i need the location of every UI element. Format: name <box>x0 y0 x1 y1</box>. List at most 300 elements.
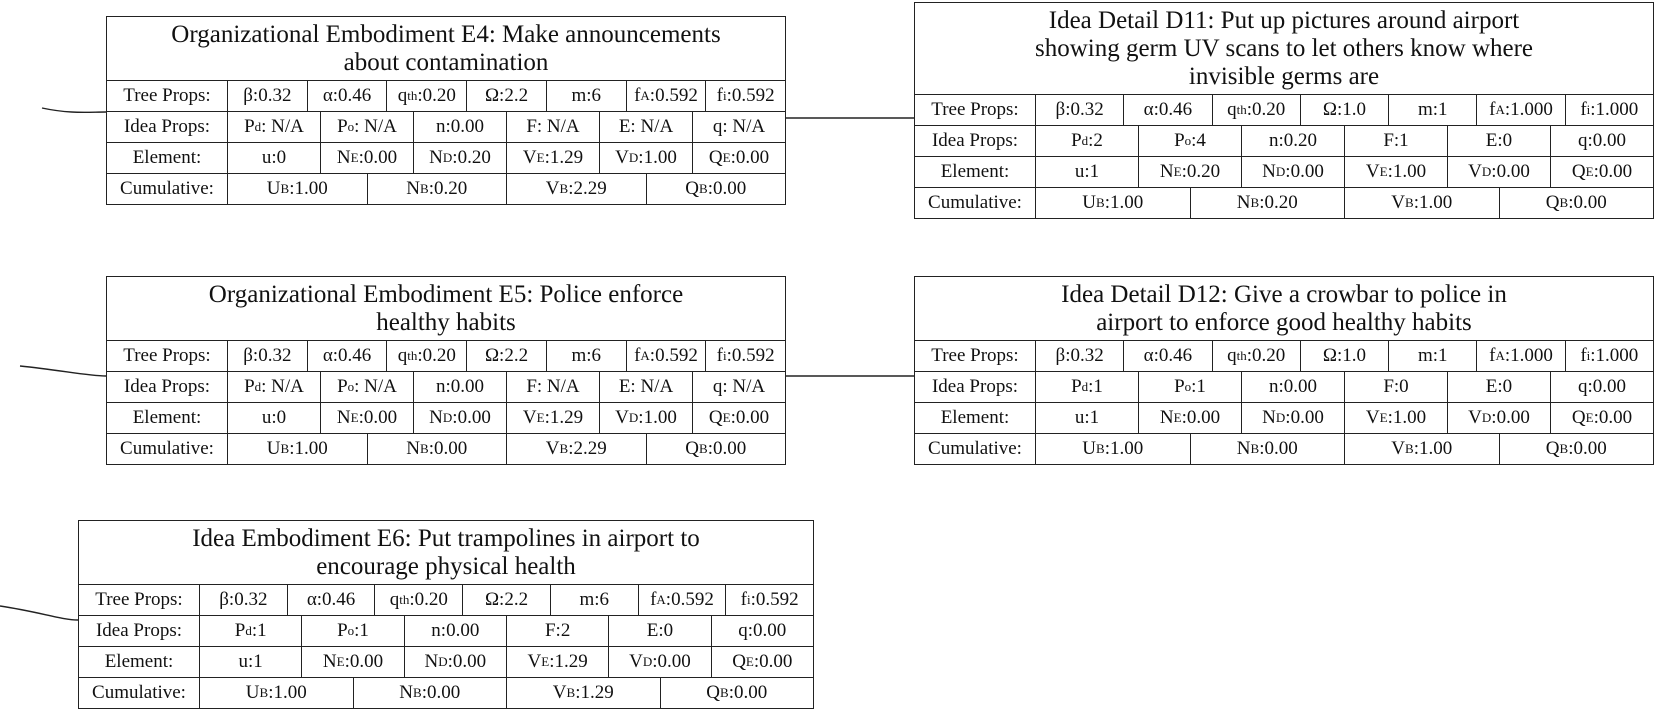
value: :2.29 <box>568 178 607 199</box>
value: :4 <box>1191 130 1206 151</box>
value: :0.00 <box>1593 407 1633 428</box>
symbol: U <box>245 682 260 703</box>
value-cell: Ω:1.0 <box>1300 341 1388 371</box>
value-cell: f i :0.592 <box>705 341 785 371</box>
value: :1.00 <box>1104 192 1144 213</box>
value: :2.29 <box>568 438 607 459</box>
row-label: Idea Props: <box>123 376 210 397</box>
value-cell: Q E :0.00 <box>1550 157 1653 187</box>
symbol: Q <box>1545 438 1560 459</box>
symbol: U <box>1082 438 1097 459</box>
value: :0.00 <box>1259 438 1298 459</box>
symbol: N <box>406 178 421 199</box>
value: : N/A <box>261 116 304 137</box>
value-cell: Q E :0.00 <box>692 403 785 433</box>
value: :0.00 <box>728 682 768 703</box>
value: :1.00 <box>1387 161 1427 182</box>
symbol: V <box>522 147 537 168</box>
value-cell: q th :0.20 <box>1212 95 1300 125</box>
value-cell: P d : N/A <box>227 112 320 142</box>
value: :0.20 <box>1246 345 1286 366</box>
symbol: U <box>266 178 281 199</box>
row-label: Idea Props: <box>95 620 182 641</box>
value: :1.00 <box>1104 438 1144 459</box>
element-row <box>915 402 1653 433</box>
value-cell: Q B :0.00 <box>1499 188 1654 218</box>
value-cell: P d :2 <box>1035 126 1138 156</box>
symbol: P <box>1071 376 1082 397</box>
symbol: V <box>545 438 560 459</box>
value: :1.00 <box>1413 192 1453 213</box>
value: : N/A <box>354 376 397 397</box>
title-line: Idea Detail D12: Give a crowbar to police in <box>1061 281 1507 308</box>
value-cell: f A :1.000 <box>1476 95 1564 125</box>
value-cell: q:0.00 <box>1550 372 1653 402</box>
value-cell: V D :1.00 <box>599 143 692 173</box>
idea-props-row <box>107 371 785 402</box>
value-cell: β:0.32 <box>1035 341 1123 371</box>
symbol: P <box>234 620 246 641</box>
title-line: encourage physical health <box>316 553 576 580</box>
value-cell: N E :0.00 <box>1138 403 1241 433</box>
value-cell: V B :1.00 <box>1344 188 1499 218</box>
element-row <box>107 142 785 173</box>
row-label: Cumulative: <box>120 178 214 199</box>
value-cell: n:0.00 <box>1241 372 1344 402</box>
value: :0.00 <box>358 147 398 168</box>
value-cell: q th :0.20 <box>1212 341 1300 371</box>
cumulative-row <box>79 677 813 708</box>
value-cell: V E :1.29 <box>506 647 608 677</box>
element-row <box>107 402 785 433</box>
symbol: P <box>244 116 255 137</box>
value: :0.00 <box>358 407 398 428</box>
tree-props-row <box>915 340 1653 371</box>
value: :0.00 <box>707 438 747 459</box>
value: :1 <box>1191 376 1206 397</box>
symbol: f <box>650 589 657 610</box>
title-line: healthy habits <box>376 309 516 336</box>
value-cell: V E :1.00 <box>1344 403 1447 433</box>
value-cell: Ω:2.2 <box>466 341 546 371</box>
value: :1.00 <box>1387 407 1427 428</box>
value-cell: n:0.00 <box>413 372 506 402</box>
value-cell: q: N/A <box>692 112 785 142</box>
node-e6 <box>78 520 814 709</box>
value: :0.00 <box>1568 192 1607 213</box>
value: :1.00 <box>289 438 328 459</box>
value: :0.00 <box>730 147 770 168</box>
row-label: Element: <box>940 407 1010 428</box>
cumulative-row <box>915 433 1653 464</box>
symbol: N <box>406 438 421 459</box>
value-cell: E:0 <box>1447 126 1550 156</box>
symbol: N <box>322 651 337 672</box>
value-cell: V D :0.00 <box>608 647 710 677</box>
symbol: Q <box>685 438 700 459</box>
value-cell: V B :2.29 <box>506 174 646 204</box>
value: :0.20 <box>452 147 491 168</box>
value-cell: α:0.46 <box>1123 95 1211 125</box>
value-cell: m:1 <box>1388 341 1476 371</box>
value-cell: q:0.00 <box>1550 126 1653 156</box>
value-cell: E:0 <box>608 616 710 646</box>
symbol: f <box>634 345 641 366</box>
value-cell: m:1 <box>1388 95 1476 125</box>
symbol: N <box>336 147 351 168</box>
symbol: P <box>337 620 348 641</box>
value-cell: f A :0.592 <box>626 81 706 111</box>
symbol: f <box>1580 345 1587 366</box>
value: :1 <box>354 620 369 641</box>
value-cell: V B :1.00 <box>1344 434 1499 464</box>
row-label: Idea Props: <box>931 376 1018 397</box>
element-row <box>79 646 813 677</box>
value: :0.20 <box>409 589 448 610</box>
cumulative-row <box>107 173 785 204</box>
connector-e5-in <box>20 366 106 376</box>
symbol: Q <box>708 147 723 168</box>
node-d12 <box>914 276 1654 465</box>
value-cell: E: N/A <box>599 112 692 142</box>
value-cell: Q B :0.00 <box>646 434 786 464</box>
symbol: V <box>629 651 643 672</box>
value: :0.592 <box>726 85 775 106</box>
symbol: q <box>389 589 400 610</box>
value: :0.00 <box>452 407 491 428</box>
symbol: q <box>397 85 408 106</box>
element-row <box>915 156 1653 187</box>
symbol: N <box>424 651 439 672</box>
symbol: V <box>1391 438 1406 459</box>
symbol: Q <box>706 682 721 703</box>
symbol: P <box>1174 376 1185 397</box>
symbol: Q <box>708 407 723 428</box>
value-cell: V E :1.00 <box>1344 157 1447 187</box>
row-label: Tree Props: <box>123 345 211 366</box>
value: :0.00 <box>421 682 461 703</box>
value-cell: F: N/A <box>506 372 599 402</box>
value: :1.00 <box>268 682 307 703</box>
symbol: V <box>527 651 542 672</box>
symbol: Q <box>1545 192 1560 213</box>
value: :0.00 <box>1491 407 1530 428</box>
value-cell: P o : N/A <box>320 372 413 402</box>
value-cell: Ω:1.0 <box>1300 95 1388 125</box>
symbol: f <box>740 589 747 610</box>
value-cell: β:0.32 <box>1035 95 1123 125</box>
value-cell: E:0 <box>1447 372 1550 402</box>
value-cell: U B :1.00 <box>1035 434 1190 464</box>
value: :2 <box>1088 130 1103 151</box>
tree-props-row <box>915 94 1653 125</box>
value-cell: N D :0.00 <box>1241 403 1344 433</box>
symbol: V <box>552 682 567 703</box>
value-cell: u:0 <box>227 403 320 433</box>
row-label: Cumulative: <box>92 682 186 703</box>
value-cell: P d :1 <box>199 616 301 646</box>
value-cell: m:6 <box>546 341 626 371</box>
value: :0.00 <box>1491 161 1530 182</box>
node-title <box>107 17 785 80</box>
value-cell: U B :1.00 <box>199 678 353 708</box>
symbol: Q <box>685 178 700 199</box>
symbol: V <box>1365 161 1380 182</box>
title-line: Idea Detail D11: Put up pictures around airport <box>1048 7 1520 34</box>
title-line: Organizational Embodiment E5: Police enforce <box>208 281 684 308</box>
value: :0.00 <box>1285 407 1324 428</box>
value-cell: V B :2.29 <box>506 434 646 464</box>
row-label: Element: <box>132 407 202 428</box>
symbol: f <box>1489 345 1496 366</box>
value-cell: m:6 <box>546 81 626 111</box>
symbol: Q <box>1571 407 1586 428</box>
value-cell: Ω:2.2 <box>462 585 550 615</box>
value: :0.592 <box>726 345 775 366</box>
value: :0.20 <box>428 178 468 199</box>
value: :0.592 <box>649 345 698 366</box>
symbol: N <box>336 407 351 428</box>
row-label: Cumulative: <box>120 438 214 459</box>
value-cell: f i :1.000 <box>1565 95 1653 125</box>
value-cell: P o : N/A <box>320 112 413 142</box>
value-cell: P o :1 <box>301 616 403 646</box>
symbol: P <box>337 376 348 397</box>
tree-props-row <box>79 584 813 615</box>
node-title <box>915 3 1653 94</box>
value-cell: N E :0.20 <box>1138 157 1241 187</box>
idea-props-row <box>915 371 1653 402</box>
value-cell: U B :1.00 <box>1035 188 1190 218</box>
symbol: Q <box>732 651 746 672</box>
value-cell: f A :0.592 <box>626 341 706 371</box>
symbol: N <box>1262 161 1276 182</box>
value-cell: V D :1.00 <box>599 403 692 433</box>
row-label: Idea Props: <box>123 116 210 137</box>
value: :1.00 <box>1413 438 1453 459</box>
value-cell: q: N/A <box>692 372 785 402</box>
value: :0.00 <box>1593 161 1633 182</box>
value: :1.29 <box>544 147 584 168</box>
node-d11 <box>914 2 1654 219</box>
symbol: q <box>397 345 408 366</box>
value: :1.00 <box>638 147 677 168</box>
value-cell: n:0.00 <box>404 616 506 646</box>
value: :0.20 <box>1259 192 1298 213</box>
value: :0.00 <box>1568 438 1607 459</box>
value: :1.29 <box>575 682 614 703</box>
value-cell: F: N/A <box>506 112 599 142</box>
symbol: V <box>545 178 560 199</box>
tree-props-row <box>107 340 785 371</box>
tree-props-row <box>107 80 785 111</box>
value-cell: N D :0.20 <box>413 143 506 173</box>
value-cell: q th :0.20 <box>386 81 466 111</box>
symbol: P <box>244 376 255 397</box>
title-line: showing germ UV scans to let others know where <box>1034 35 1534 62</box>
symbol: V <box>615 407 629 428</box>
node-title <box>107 277 785 340</box>
value: :0.00 <box>730 407 770 428</box>
value: :0.20 <box>417 345 456 366</box>
value: :0.00 <box>447 651 487 672</box>
symbol: Q <box>1571 161 1586 182</box>
symbol: V <box>1365 407 1380 428</box>
value: :1.00 <box>638 407 677 428</box>
value-cell: Q B :0.00 <box>1499 434 1654 464</box>
value-cell: P d : N/A <box>227 372 320 402</box>
symbol: U <box>266 438 281 459</box>
value-cell: f A :1.000 <box>1476 341 1564 371</box>
value: :0.592 <box>649 85 698 106</box>
value: :0.20 <box>1246 99 1286 120</box>
value-cell: N B :0.00 <box>1190 434 1345 464</box>
value-cell: P o :4 <box>1138 126 1241 156</box>
value-cell: α:0.46 <box>307 81 387 111</box>
value: :1.29 <box>549 651 588 672</box>
value-cell: β:0.32 <box>227 341 307 371</box>
row-label: Tree Props: <box>123 85 211 106</box>
value-cell: f i :0.592 <box>725 585 813 615</box>
value-cell: f i :0.592 <box>705 81 785 111</box>
row-label: Element: <box>132 147 202 168</box>
row-label: Cumulative: <box>928 438 1022 459</box>
value-cell: q:0.00 <box>711 616 813 646</box>
value-cell: N E :0.00 <box>301 647 403 677</box>
symbol: N <box>1236 438 1251 459</box>
value: :1 <box>1088 376 1103 397</box>
value-cell: u:1 <box>199 647 301 677</box>
value-cell: F:1 <box>1344 126 1447 156</box>
value-cell: E: N/A <box>599 372 692 402</box>
value: : N/A <box>354 116 397 137</box>
value-cell: N B :0.20 <box>367 174 507 204</box>
connector-e4-in <box>42 108 106 112</box>
symbol: f <box>716 85 723 106</box>
value-cell: α:0.46 <box>1123 341 1211 371</box>
value: :1 <box>251 620 267 641</box>
value-cell: Ω:2.2 <box>466 81 546 111</box>
value-cell: N D :0.00 <box>404 647 506 677</box>
node-e4 <box>106 16 786 205</box>
symbol: V <box>1468 161 1482 182</box>
value-cell: α:0.46 <box>287 585 375 615</box>
value: :0.00 <box>428 438 468 459</box>
cumulative-row <box>915 187 1653 218</box>
symbol: P <box>337 116 348 137</box>
value: :1.000 <box>1504 345 1553 366</box>
value-cell: P d :1 <box>1035 372 1138 402</box>
value: :1.000 <box>1590 345 1639 366</box>
value-cell: Q B :0.00 <box>646 174 786 204</box>
symbol: q <box>1227 99 1237 120</box>
symbol: N <box>429 147 443 168</box>
title-line: about contamination <box>343 49 549 76</box>
value-cell: U B :1.00 <box>227 174 367 204</box>
value: :0.20 <box>1181 161 1221 182</box>
value-cell: β:0.32 <box>227 81 307 111</box>
value: :0.00 <box>1181 407 1221 428</box>
node-title <box>79 521 813 584</box>
cumulative-row <box>107 433 785 464</box>
symbol: q <box>1227 345 1237 366</box>
symbol: N <box>1236 192 1251 213</box>
value-cell: V E :1.29 <box>506 403 599 433</box>
row-label: Idea Props: <box>931 130 1018 151</box>
row-label: Element: <box>104 651 174 672</box>
value: :0.592 <box>665 589 714 610</box>
symbol: U <box>1082 192 1097 213</box>
title-line: airport to enforce good healthy habits <box>1096 309 1472 336</box>
value-cell: n:0.20 <box>1241 126 1344 156</box>
value-cell: N E :0.00 <box>320 143 413 173</box>
value: :0.00 <box>1285 161 1324 182</box>
symbol: N <box>1262 407 1276 428</box>
value-cell: u:1 <box>1035 157 1138 187</box>
symbol: V <box>1391 192 1406 213</box>
value-cell: Q E :0.00 <box>711 647 813 677</box>
row-label: Element: <box>940 161 1010 182</box>
symbol: f <box>1489 99 1496 120</box>
value-cell: f A :0.592 <box>638 585 726 615</box>
value-cell: u:0 <box>227 143 320 173</box>
value-cell: f i :1.000 <box>1565 341 1653 371</box>
value-cell: V D :0.00 <box>1447 157 1550 187</box>
value-cell: m:6 <box>550 585 638 615</box>
value-cell: N D :0.00 <box>1241 157 1344 187</box>
value-cell: u:1 <box>1035 403 1138 433</box>
node-title <box>915 277 1653 340</box>
row-label: Cumulative: <box>928 192 1022 213</box>
value: :1.29 <box>544 407 584 428</box>
value-cell: q th :0.20 <box>374 585 462 615</box>
title-line: invisible germs are <box>1188 63 1380 90</box>
value: :0.00 <box>707 178 747 199</box>
value: : N/A <box>261 376 304 397</box>
value: :1.00 <box>289 178 328 199</box>
idea-props-row <box>79 615 813 646</box>
symbol: N <box>429 407 443 428</box>
value: :1.000 <box>1590 99 1639 120</box>
row-label: Tree Props: <box>931 99 1019 120</box>
title-line: Idea Embodiment E6: Put trampolines in airport to <box>192 525 700 552</box>
connector-e6-in <box>0 606 78 620</box>
symbol: N <box>1159 407 1174 428</box>
value-cell: Q E :0.00 <box>692 143 785 173</box>
symbol: N <box>1159 161 1174 182</box>
value: :0.00 <box>652 651 691 672</box>
value-cell: β:0.32 <box>199 585 287 615</box>
value-cell: N B :0.00 <box>353 678 507 708</box>
value-cell: U B :1.00 <box>227 434 367 464</box>
value-cell: P o :1 <box>1138 372 1241 402</box>
symbol: V <box>615 147 629 168</box>
symbol: P <box>1071 130 1082 151</box>
idea-props-row <box>107 111 785 142</box>
symbol: P <box>1174 130 1185 151</box>
node-e5 <box>106 276 786 465</box>
value-cell: n:0.00 <box>413 112 506 142</box>
value-cell: N B :0.00 <box>367 434 507 464</box>
symbol: V <box>1468 407 1482 428</box>
value-cell: V B :1.29 <box>506 678 660 708</box>
title-line: Organizational Embodiment E4: Make announcements <box>171 21 721 48</box>
value-cell: V E :1.29 <box>506 143 599 173</box>
symbol: f <box>634 85 641 106</box>
value-cell: α:0.46 <box>307 341 387 371</box>
symbol: N <box>399 682 414 703</box>
symbol: f <box>716 345 723 366</box>
